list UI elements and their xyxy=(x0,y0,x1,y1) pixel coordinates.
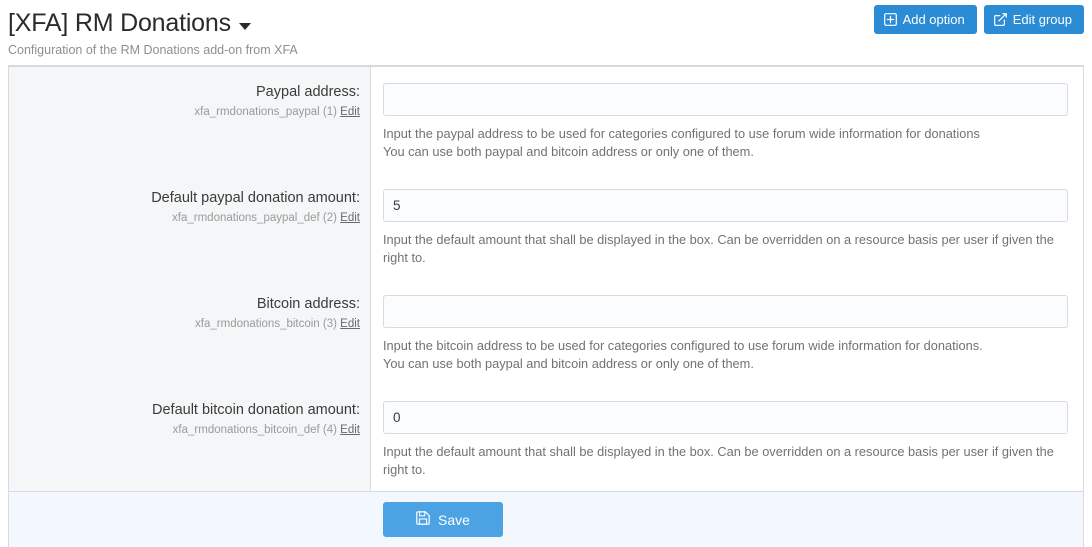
save-label: Save xyxy=(438,511,470,528)
option-edit-link[interactable]: Edit xyxy=(340,106,360,118)
option-key: xfa_rmdonations_bitcoin_def (4) xyxy=(172,424,337,436)
header-button-group xyxy=(874,5,1084,34)
option-field-cell xyxy=(371,67,1083,173)
save-button[interactable] xyxy=(383,502,503,537)
option-row xyxy=(9,67,1083,173)
option-help-line: You can use both paypal and bitcoin address or only one of them. xyxy=(383,356,754,371)
page-header xyxy=(0,0,1092,65)
option-help-text xyxy=(383,443,1068,479)
default-paypal-amount-input[interactable] xyxy=(383,189,1068,222)
option-help-text xyxy=(383,125,1068,161)
form-footer xyxy=(8,491,1084,547)
option-title: Paypal address: xyxy=(256,84,360,100)
edit-square-icon xyxy=(994,13,1007,26)
option-help-line: You can use both paypal and bitcoin address or only one of them. xyxy=(383,144,754,159)
option-key: xfa_rmdonations_paypal_def (2) xyxy=(172,212,337,224)
option-help-line: Input the bitcoin address to be used for categories configured to use forum wide information for donations. xyxy=(383,338,983,353)
page-title: [XFA] RM Donations xyxy=(8,9,231,37)
option-key-line xyxy=(19,317,360,332)
option-help-line: Input the paypal address to be used for categories configured to use forum wide information for donations xyxy=(383,126,980,141)
option-help-line: Input the default amount that shall be displayed in the box. Can be overridden on a resource basis per user if given the right to. xyxy=(383,232,1054,265)
paypal-address-input[interactable] xyxy=(383,83,1068,116)
option-title: Default paypal donation amount: xyxy=(151,190,360,206)
option-label-cell xyxy=(9,385,371,491)
option-key: xfa_rmdonations_paypal (1) xyxy=(194,106,337,118)
option-key: xfa_rmdonations_bitcoin (3) xyxy=(195,318,337,330)
option-key-line xyxy=(19,423,360,438)
options-list xyxy=(8,66,1084,491)
option-help-text xyxy=(383,231,1068,267)
edit-group-button[interactable] xyxy=(984,5,1084,34)
option-title: Bitcoin address: xyxy=(256,296,360,312)
option-field-cell xyxy=(371,385,1083,491)
floppy-disk-icon xyxy=(416,511,430,528)
add-option-button[interactable] xyxy=(874,5,977,34)
option-key-line xyxy=(19,105,360,120)
option-key-line xyxy=(19,211,360,226)
bitcoin-address-input[interactable] xyxy=(383,295,1068,328)
option-label-cell xyxy=(9,67,371,173)
option-field-cell xyxy=(371,173,1083,279)
caret-down-icon[interactable] xyxy=(239,23,251,30)
option-edit-link[interactable]: Edit xyxy=(340,424,360,436)
option-label-cell xyxy=(9,279,371,385)
option-edit-link[interactable]: Edit xyxy=(340,318,360,330)
option-title: Default bitcoin donation amount: xyxy=(152,402,360,418)
default-bitcoin-amount-input[interactable] xyxy=(383,401,1068,434)
page-subtitle: Configuration of the RM Donations add-on from XFA xyxy=(8,43,298,57)
edit-group-label: Edit group xyxy=(1012,12,1072,27)
add-option-label: Add option xyxy=(902,12,965,27)
option-help-text xyxy=(383,337,1068,373)
options-panel xyxy=(8,65,1084,547)
option-row xyxy=(9,385,1083,491)
option-row xyxy=(9,279,1083,385)
option-label-cell xyxy=(9,173,371,279)
option-edit-link[interactable]: Edit xyxy=(340,212,360,224)
option-row xyxy=(9,173,1083,279)
option-field-cell xyxy=(371,279,1083,385)
option-help-line: Input the default amount that shall be displayed in the box. Can be overridden on a resource basis per user if given the right to. xyxy=(383,444,1054,477)
plus-square-icon xyxy=(884,13,897,26)
